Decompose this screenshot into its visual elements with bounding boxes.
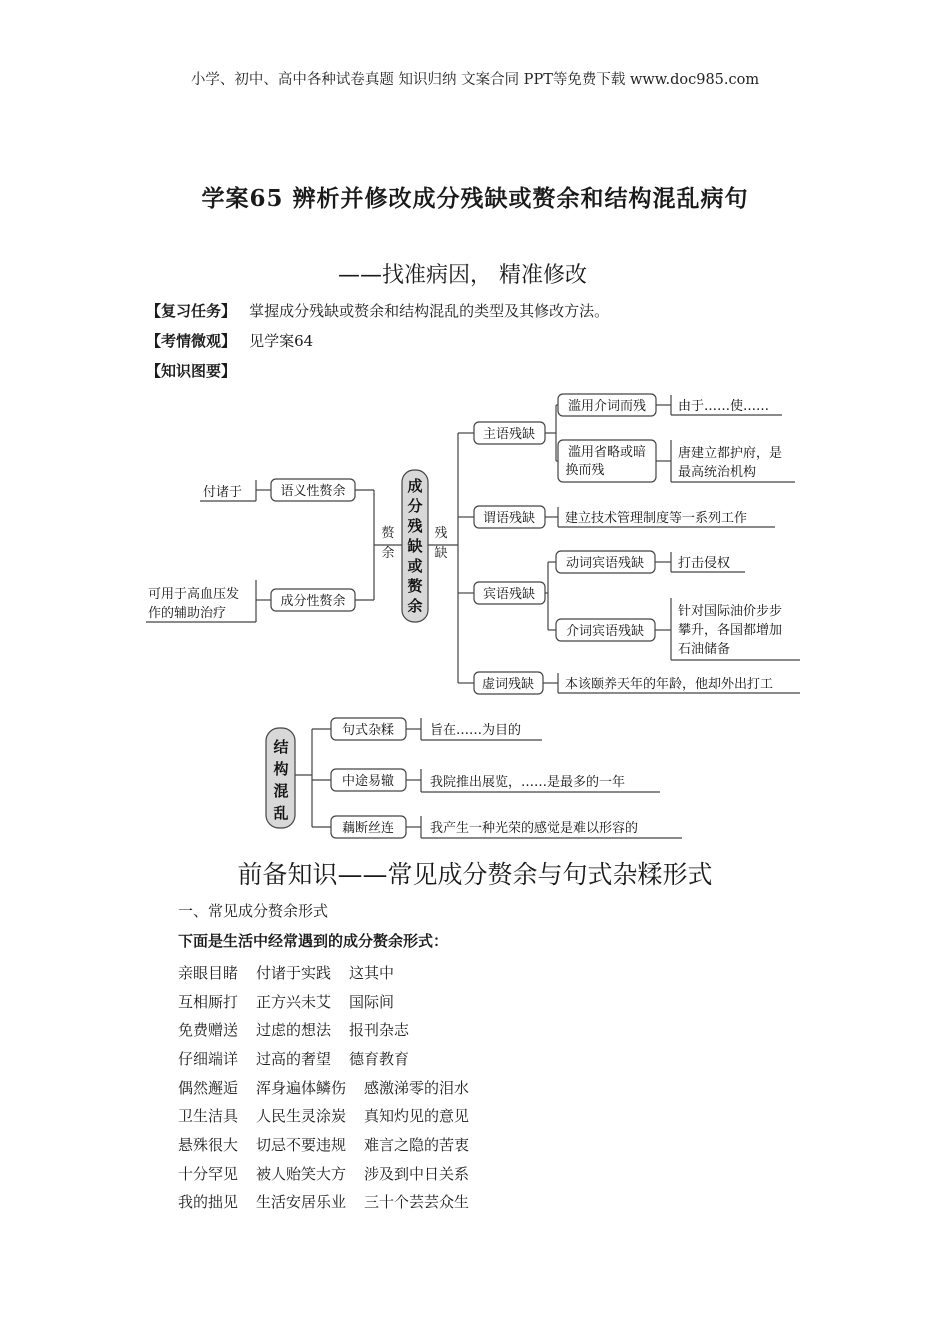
center-char-2: 残 (407, 517, 423, 535)
list-term: 德育教育 (349, 1049, 410, 1068)
knowledge-map-label: 【知识图要】 (146, 362, 237, 380)
review-task-text: 掌握成分残缺或赘余和结构混乱的类型及其修改方法。 (249, 302, 610, 320)
node-subject-missing: 主语残缺 (482, 427, 536, 442)
node-function-word-missing: 虚词残缺 (481, 677, 535, 692)
list-term: 仔细端详 (178, 1049, 239, 1068)
review-task (146, 300, 609, 321)
exam-overview (146, 330, 313, 351)
node-midway-change: 中途易辙 (341, 774, 395, 789)
list-item (178, 1159, 487, 1188)
list-item (178, 1073, 487, 1102)
example-prep-object-missing-line-2: 攀升，各国都增加 (678, 623, 783, 638)
example-component-redundancy-line-2: 作的辅助治疗 (148, 606, 227, 621)
list-term: 十分罕见 (178, 1164, 239, 1183)
list-term: 国际间 (349, 992, 395, 1011)
structure-char-0: 结 (273, 738, 289, 756)
list-item (178, 1188, 487, 1217)
section-1-intro: 下面是生活中经常遇到的成分赘余形式： (178, 932, 449, 950)
list-item (178, 1101, 487, 1130)
right-branch-label-1: 缺 (434, 546, 448, 561)
center-char-3: 缺 (407, 537, 423, 555)
node-verb-object-missing: 动词宾语残缺 (565, 556, 645, 571)
node-semantic-redundancy: 语义性赘余 (280, 484, 346, 499)
example-omission-abuse-line-1: 唐建立都护府，是 (678, 446, 783, 461)
center-char-4: 或 (407, 557, 423, 575)
center-char-6: 余 (407, 597, 423, 615)
list-term: 被人贻笑大方 (256, 1164, 347, 1183)
example-preposition-abuse: 由于……使…… (678, 399, 770, 414)
example-semantic-redundancy: 付诸于 (203, 485, 243, 500)
page-title: 学案65 辨析并修改成分残缺或赘余和结构混乱病句 (201, 185, 749, 212)
right-branch-label-0: 残 (434, 526, 448, 541)
list-term: 过虑的想法 (256, 1021, 332, 1040)
review-task-label: 【复习任务】 (146, 302, 237, 320)
example-prep-object-missing-line-3: 石油储备 (678, 642, 731, 657)
example-predicate-missing: 建立技术管理制度等一系列工作 (565, 511, 748, 526)
list-term: 我的拙见 (178, 1193, 239, 1212)
structure-char-1: 构 (273, 760, 289, 778)
example-lingering-link: 我产生一种光荣的感觉是难以形容的 (430, 821, 639, 836)
list-term: 互相厮打 (178, 992, 239, 1011)
node-mixed-sentence: 句式杂糅 (341, 723, 395, 738)
list-term: 三十个芸芸众生 (364, 1193, 470, 1212)
center-char-0: 成 (407, 477, 423, 495)
list-item (178, 1130, 487, 1159)
list-item (178, 1015, 487, 1044)
page-subtitle: ——找准病因， 精准修改 (338, 263, 587, 288)
structure-char-3: 乱 (273, 804, 289, 822)
list-term: 卫生洁具 (178, 1107, 239, 1126)
list-term: 正方兴未艾 (256, 992, 332, 1011)
node-predicate-missing: 谓语残缺 (482, 511, 536, 526)
structure-char-2: 混 (273, 782, 289, 800)
example-verb-object-missing: 打击侵权 (678, 556, 731, 571)
list-term: 生活安居乐业 (256, 1193, 347, 1212)
center-char-1: 分 (407, 497, 423, 515)
list-term: 浑身遍体鳞伤 (256, 1078, 347, 1097)
list-term: 人民生灵涂炭 (256, 1107, 347, 1126)
list-item (178, 958, 487, 987)
node-omission-abuse-line-2: 换而残 (565, 463, 605, 478)
list-term: 亲眼目睹 (178, 963, 239, 982)
list-term: 难言之隐的苦衷 (364, 1135, 470, 1154)
center-char-5: 赘 (407, 577, 423, 595)
knowledge-mindmap (140, 385, 810, 845)
exam-overview-label: 【考情微观】 (146, 332, 237, 350)
list-term: 感激涕零的泪水 (364, 1078, 470, 1097)
left-branch-label-1: 余 (381, 546, 395, 561)
section-heading: 前备知识——常见成分赘余与句式杂糅形式 (237, 860, 713, 889)
example-omission-abuse-line-2: 最高统治机构 (678, 465, 757, 480)
list-term: 偶然邂逅 (178, 1078, 239, 1097)
page-header: 小学、初中、高中各种试卷真题 知识归纳 文案合同 PPT等免费下载 www.doc985.com (190, 72, 760, 88)
node-preposition-abuse: 滥用介词而残 (567, 399, 647, 414)
left-branch-label-0: 赘 (381, 526, 395, 541)
list-term: 免费赠送 (178, 1021, 239, 1040)
list-item (178, 987, 487, 1016)
list-term: 涉及到中日关系 (364, 1164, 470, 1183)
example-mixed-sentence: 旨在……为目的 (430, 723, 522, 738)
list-term: 真知灼见的意见 (364, 1107, 470, 1126)
list-term: 这其中 (349, 963, 395, 982)
list-term: 付诸于实践 (256, 963, 332, 982)
node-prep-object-missing: 介词宾语残缺 (565, 624, 645, 639)
exam-overview-text: 见学案64 (249, 332, 314, 350)
node-lingering-link: 藕断丝连 (341, 821, 395, 836)
list-term: 报刊杂志 (349, 1021, 410, 1040)
section-1-title: 一、常见成分赘余形式 (178, 902, 329, 920)
example-function-word-missing: 本该颐养天年的年龄，他却外出打工 (565, 677, 774, 692)
list-term: 切忌不要违规 (256, 1135, 347, 1154)
list-item (178, 1044, 487, 1073)
node-omission-abuse-line-1: 滥用省略或暗 (567, 445, 647, 460)
example-component-redundancy-line-1: 可用于高血压发 (148, 587, 240, 602)
node-object-missing: 宾语残缺 (482, 587, 536, 602)
node-component-redundancy: 成分性赘余 (280, 594, 346, 609)
list-term: 过高的奢望 (256, 1049, 332, 1068)
example-prep-object-missing-line-1: 针对国际油价步步 (678, 604, 783, 619)
list-term: 悬殊很大 (178, 1135, 239, 1154)
redundancy-list (178, 958, 487, 1216)
example-midway-change: 我院推出展览，……是最多的一年 (430, 775, 626, 790)
